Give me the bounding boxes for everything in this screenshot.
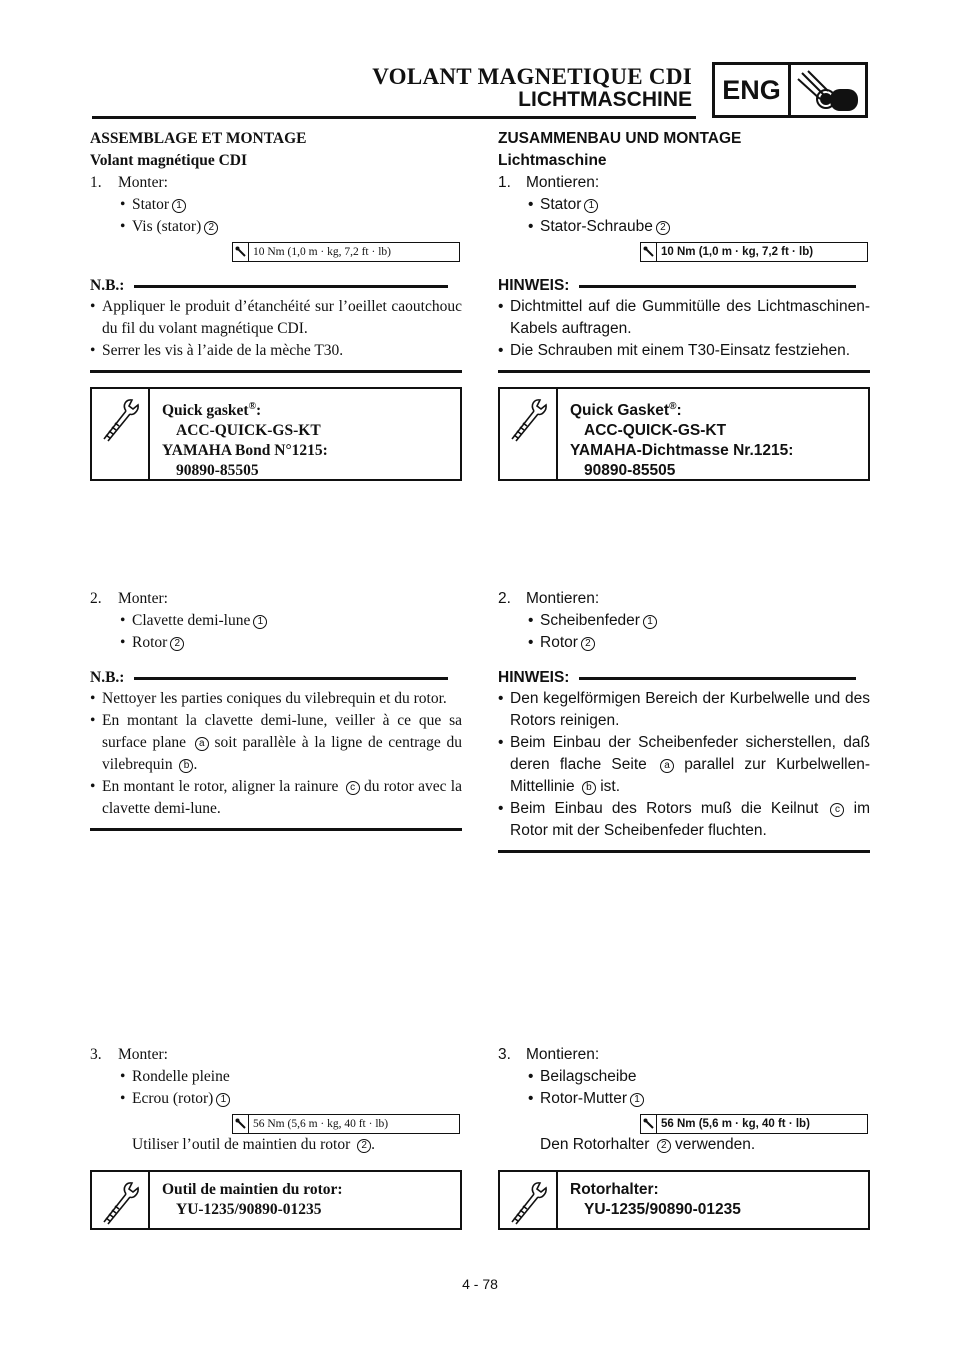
ref-callout: 2 — [657, 1139, 671, 1153]
section-3-de — [498, 1044, 870, 1230]
engine-piston-icon — [791, 65, 865, 115]
ref-callout: 2 — [170, 637, 184, 651]
section-2-fr — [90, 588, 462, 831]
step-3: 3. Montieren: — [498, 1046, 600, 1063]
special-tool-box: Outil de maintien du rotor: YU-1235/90890-01235 — [90, 1170, 462, 1230]
note-item: • Dichtmittel auf die Gummitülle des Lichtmaschinen-Kabels auftragen. — [498, 298, 870, 337]
header-rule — [92, 116, 696, 119]
torque-spec: 56 Nm (5,6 m · kg, 40 ft · lb) — [232, 1114, 460, 1134]
bullet-item: • Rondelle pleine — [120, 1068, 230, 1085]
special-tool-box: Quick gasket®: ACC-QUICK-GS-KT YAMAHA Bond N°1215: 90890-85505 — [90, 387, 462, 481]
note-header: HINWEIS: — [498, 668, 870, 688]
lang-badge: ENG — [715, 65, 791, 115]
bullet-item: • Scheibenfeder 1 — [498, 610, 870, 632]
tool-icon — [500, 389, 558, 479]
ref-callout: 2 — [204, 221, 218, 235]
ref-callout: 1 — [253, 615, 267, 629]
page-title-fr: VOLANT MAGNETIQUE CDI — [372, 64, 692, 89]
note-end-rule — [90, 370, 462, 373]
note-header: N.B.: — [90, 668, 462, 688]
tool-hint: Den Rotorhalter 2 verwenden. — [540, 1136, 756, 1153]
bullet-item: • Stator 1 — [498, 194, 870, 216]
bullet-item: • Ecrou (rotor) 1 — [90, 1088, 462, 1110]
ref-callout: a — [660, 759, 674, 773]
ref-callout: b — [179, 759, 193, 773]
tool-icon — [500, 1172, 558, 1228]
note-header: N.B.: — [90, 276, 462, 296]
note-item: • Appliquer le produit d’étanchéité sur l’oeillet caoutchouc du fil du volant magnétique CDI. — [90, 298, 462, 337]
note-item: • Den kegelförmigen Bereich der Kurbelwelle und des Rotors reinigen. — [498, 690, 870, 729]
section-badge — [712, 62, 868, 118]
ref-callout: 1 — [172, 199, 186, 213]
page-title-de: LICHTMASCHINE — [518, 88, 692, 111]
ref-callout: 1 — [216, 1093, 230, 1107]
section-1-de — [498, 128, 870, 481]
step-1: 1. Monter: — [90, 174, 168, 191]
bullet-item: • Rotor 2 — [90, 632, 462, 654]
step-3: 3. Monter: — [90, 1046, 168, 1063]
note-end-rule — [498, 850, 870, 853]
bullet-item: • Rotor 2 — [498, 632, 870, 654]
note-item: • Die Schrauben mit einem T30-Einsatz festziehen. — [498, 342, 851, 359]
note-item: • Beim Einbau des Rotors muß die Keilnut c im Rotor mit der Scheibenfeder fluchten. — [498, 800, 870, 839]
note-item: • Serrer les vis à l’aide de la mèche T30. — [90, 342, 344, 359]
bullet-item: • Rotor-Mutter 1 — [498, 1088, 870, 1110]
ref-callout: 1 — [584, 199, 598, 213]
special-tool-box: Quick Gasket®: ACC-QUICK-GS-KT YAMAHA-Dichtmasse Nr.1215: 90890-85505 — [498, 387, 870, 481]
note-item: • Beim Einbau der Scheibenfeder sicherstellen, daß deren flache Seite a parallel zur Kurbelwellen-Mittellinie b ist. — [498, 734, 871, 795]
section-2-de — [498, 588, 870, 853]
step-2: 2. Montieren: — [498, 590, 600, 607]
ref-callout: 2 — [581, 637, 595, 651]
step-2: 2. Monter: — [90, 590, 168, 607]
ref-callout: 1 — [643, 615, 657, 629]
note-item: • En montant le rotor, aligner la rainure c du rotor avec la clavette demi-lune. — [90, 778, 462, 817]
tool-icon — [92, 1172, 150, 1228]
tool-icon — [92, 389, 150, 479]
bullet-item: • Beilagscheibe — [528, 1068, 637, 1085]
note-item: • Nettoyer les parties coniques du vilebrequin et du rotor. — [90, 690, 447, 707]
section-heading: ASSEMBLAGE ET MONTAGE — [90, 130, 307, 147]
ref-callout: 2 — [656, 221, 670, 235]
ref-callout: c — [830, 803, 844, 817]
wrench-icon — [641, 1115, 657, 1133]
special-tool-box: Rotorhalter: YU-1235/90890-01235 — [498, 1170, 870, 1230]
bullet-item: • Stator-Schraube 2 — [498, 216, 870, 238]
section-subheading: Volant magnétique CDI — [90, 152, 248, 169]
wrench-icon — [233, 1115, 249, 1133]
note-end-rule — [498, 370, 870, 373]
wrench-icon — [233, 243, 249, 261]
tool-hint: Utiliser l’outil de maintien du rotor 2 . — [132, 1136, 375, 1153]
ref-callout: b — [582, 781, 596, 795]
ref-callout: 2 — [357, 1139, 371, 1153]
note-end-rule — [90, 828, 462, 831]
ref-callout: 1 — [630, 1093, 644, 1107]
section-3-fr — [90, 1044, 462, 1230]
bullet-item: • Vis (stator) 2 — [90, 216, 462, 238]
section-1-fr — [90, 128, 462, 481]
section-subheading: Lichtmaschine — [498, 152, 607, 169]
ref-callout: c — [346, 781, 360, 795]
torque-spec: 10 Nm (1,0 m · kg, 7,2 ft · lb) — [232, 242, 460, 262]
page-number: 4 - 78 — [462, 1276, 498, 1292]
wrench-icon — [641, 243, 657, 261]
ref-callout: a — [195, 737, 209, 751]
step-1: 1. Montieren: — [498, 174, 600, 191]
bullet-item: • Stator 1 — [90, 194, 462, 216]
torque-spec: 56 Nm (5,6 m · kg, 40 ft · lb) — [640, 1114, 868, 1134]
bullet-item: • Clavette demi-lune 1 — [90, 610, 462, 632]
note-item: • En montant la clavette demi-lune, veiller à ce que sa surface plane a soit parallèle à la ligne de centrage du vilebrequin b . — [90, 712, 463, 773]
section-heading: ZUSAMMENBAU UND MONTAGE — [498, 130, 742, 147]
torque-spec: 10 Nm (1,0 m · kg, 7,2 ft · lb) — [640, 242, 868, 262]
note-header: HINWEIS: — [498, 276, 870, 296]
